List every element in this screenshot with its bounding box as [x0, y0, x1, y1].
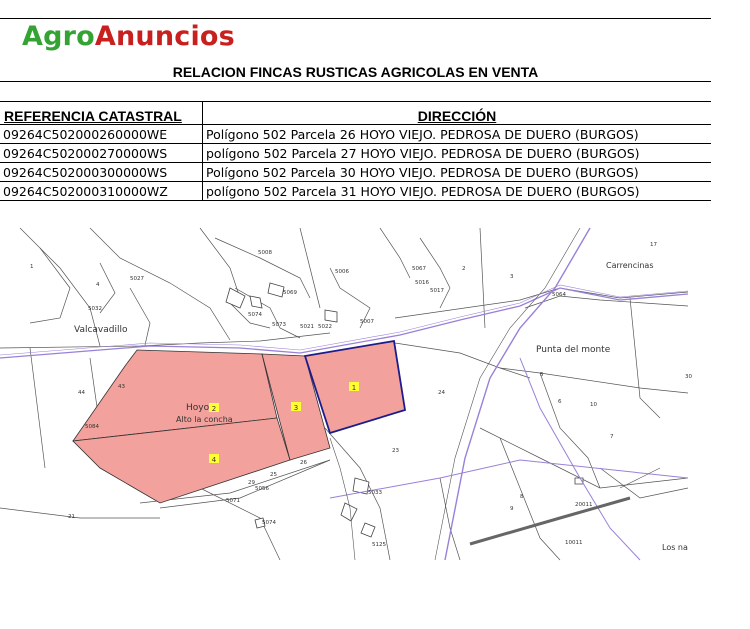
parcels-table — [0, 101, 711, 201]
logo-agro: Agro — [22, 21, 95, 52]
parcel-number-label: 5067 — [412, 266, 426, 272]
document-title: RELACION FINCAS RUSTICAS AGRICOLAS EN VENTA — [172, 64, 539, 80]
parcel-number-label: 5074 — [262, 520, 276, 526]
marker-3: 3 — [293, 404, 299, 412]
parcel-number-label: 5 — [540, 372, 544, 378]
parcel-number-label: 5033 — [368, 490, 382, 496]
cell-referencia: 09264C502000300000WS — [0, 163, 203, 182]
cell-direccion: polígono 502 Parcela 27 HOYO VIEJO. PEDROSA DE DUERO (BURGOS) — [203, 144, 712, 163]
table-row — [0, 144, 711, 163]
parcel-number-label: 30 — [685, 374, 692, 380]
place-los-na: Los na — [662, 543, 688, 552]
cell-direccion: polígono 502 Parcela 31 HOYO VIEJO. PEDROSA DE DUERO (BURGOS) — [203, 182, 712, 201]
header-direccion: DIRECCIÓN — [203, 102, 712, 125]
marker-4: 4 — [211, 456, 217, 464]
parcel-number-label: 5073 — [272, 322, 286, 328]
title-rule — [0, 81, 711, 82]
parcel-number-label: 5027 — [130, 276, 144, 282]
parcel-number-label: 5125 — [372, 542, 386, 548]
parcel-number-label: 5069 — [283, 290, 297, 296]
parcel-number-label: 5032 — [88, 306, 102, 312]
place-carrencinas: Carrencinas — [606, 261, 654, 270]
parcel-number-label: 5074 — [248, 312, 262, 318]
parcel-number-label: 5022 — [318, 324, 332, 330]
parcel-number-label: 5006 — [335, 269, 349, 275]
parcel-number-label: 5071 — [226, 498, 240, 504]
table-row — [0, 182, 711, 201]
parcel-number-label: 3 — [510, 274, 514, 280]
cell-referencia: 09264C502000310000WZ — [0, 182, 203, 201]
cell-direccion: Polígono 502 Parcela 26 HOYO VIEJO. PEDROSA DE DUERO (BURGOS) — [203, 125, 712, 144]
parcel-number-label: 5084 — [85, 424, 99, 430]
parcel-number-label: 25 — [270, 472, 277, 478]
parcel-number-label: 17 — [650, 242, 657, 248]
cadastral-map-svg — [0, 228, 692, 560]
parcel-number-label: 5008 — [258, 250, 272, 256]
cell-referencia: 09264C502000260000WE — [0, 125, 203, 144]
parcel-number-label: 10011 — [565, 540, 583, 546]
parcel-number-label: 23 — [392, 448, 399, 454]
table-row — [0, 125, 711, 144]
marker-1: 1 — [351, 384, 357, 392]
cadastral-map — [0, 228, 692, 560]
parcel-number-label: 5017 — [430, 288, 444, 294]
parcel-number-label: 20011 — [575, 502, 593, 508]
place-hoyo: Hoyo — [186, 403, 210, 413]
cell-direccion: Polígono 502 Parcela 30 HOYO VIEJO. PEDROSA DE DUERO (BURGOS) — [203, 163, 712, 182]
parcel-number-label: 5056 — [255, 486, 269, 492]
place-valcavadillo: Valcavadillo — [74, 325, 128, 335]
parcel-number-label: 21 — [68, 514, 75, 520]
parcel-number-label: 2 — [462, 266, 466, 272]
parcel-number-label: 29 — [248, 480, 255, 486]
parcel-number-label: 4 — [96, 282, 100, 288]
parcel-number-label: 9 — [510, 506, 514, 512]
cell-referencia: 09264C502000270000WS — [0, 144, 203, 163]
logo-anuncios: Anuncios — [94, 21, 235, 52]
parcel-number-label: 43 — [118, 384, 125, 390]
top-rule — [0, 18, 711, 19]
header-referencia-catastral: REFERENCIA CATASTRAL — [0, 102, 203, 125]
place-alto-la-concha: Alto la concha — [176, 415, 233, 424]
parcel-number-label: 5016 — [415, 280, 429, 286]
parcel-number-label: 6 — [558, 399, 562, 405]
parcel-number-label: 5021 — [300, 324, 314, 330]
parcel-number-label: 44 — [78, 390, 85, 396]
table-header-row — [0, 102, 711, 125]
parcel-number-label: 5007 — [360, 319, 374, 325]
place-punta-del-monte: Punta del monte — [536, 345, 611, 355]
agroanuncios-logo[interactable] — [22, 20, 235, 54]
parcel-number-label: 7 — [610, 434, 614, 440]
parcel-number-label: 1 — [30, 264, 34, 270]
parcel-number-label: 10 — [590, 402, 597, 408]
parcel-number-label: 24 — [438, 390, 445, 396]
marker-2: 2 — [211, 405, 217, 413]
parcel-number-label: 5064 — [552, 292, 566, 298]
table-row — [0, 163, 711, 182]
parcel-number-label: 8 — [520, 494, 524, 500]
parcel-number-label: 26 — [300, 460, 307, 466]
